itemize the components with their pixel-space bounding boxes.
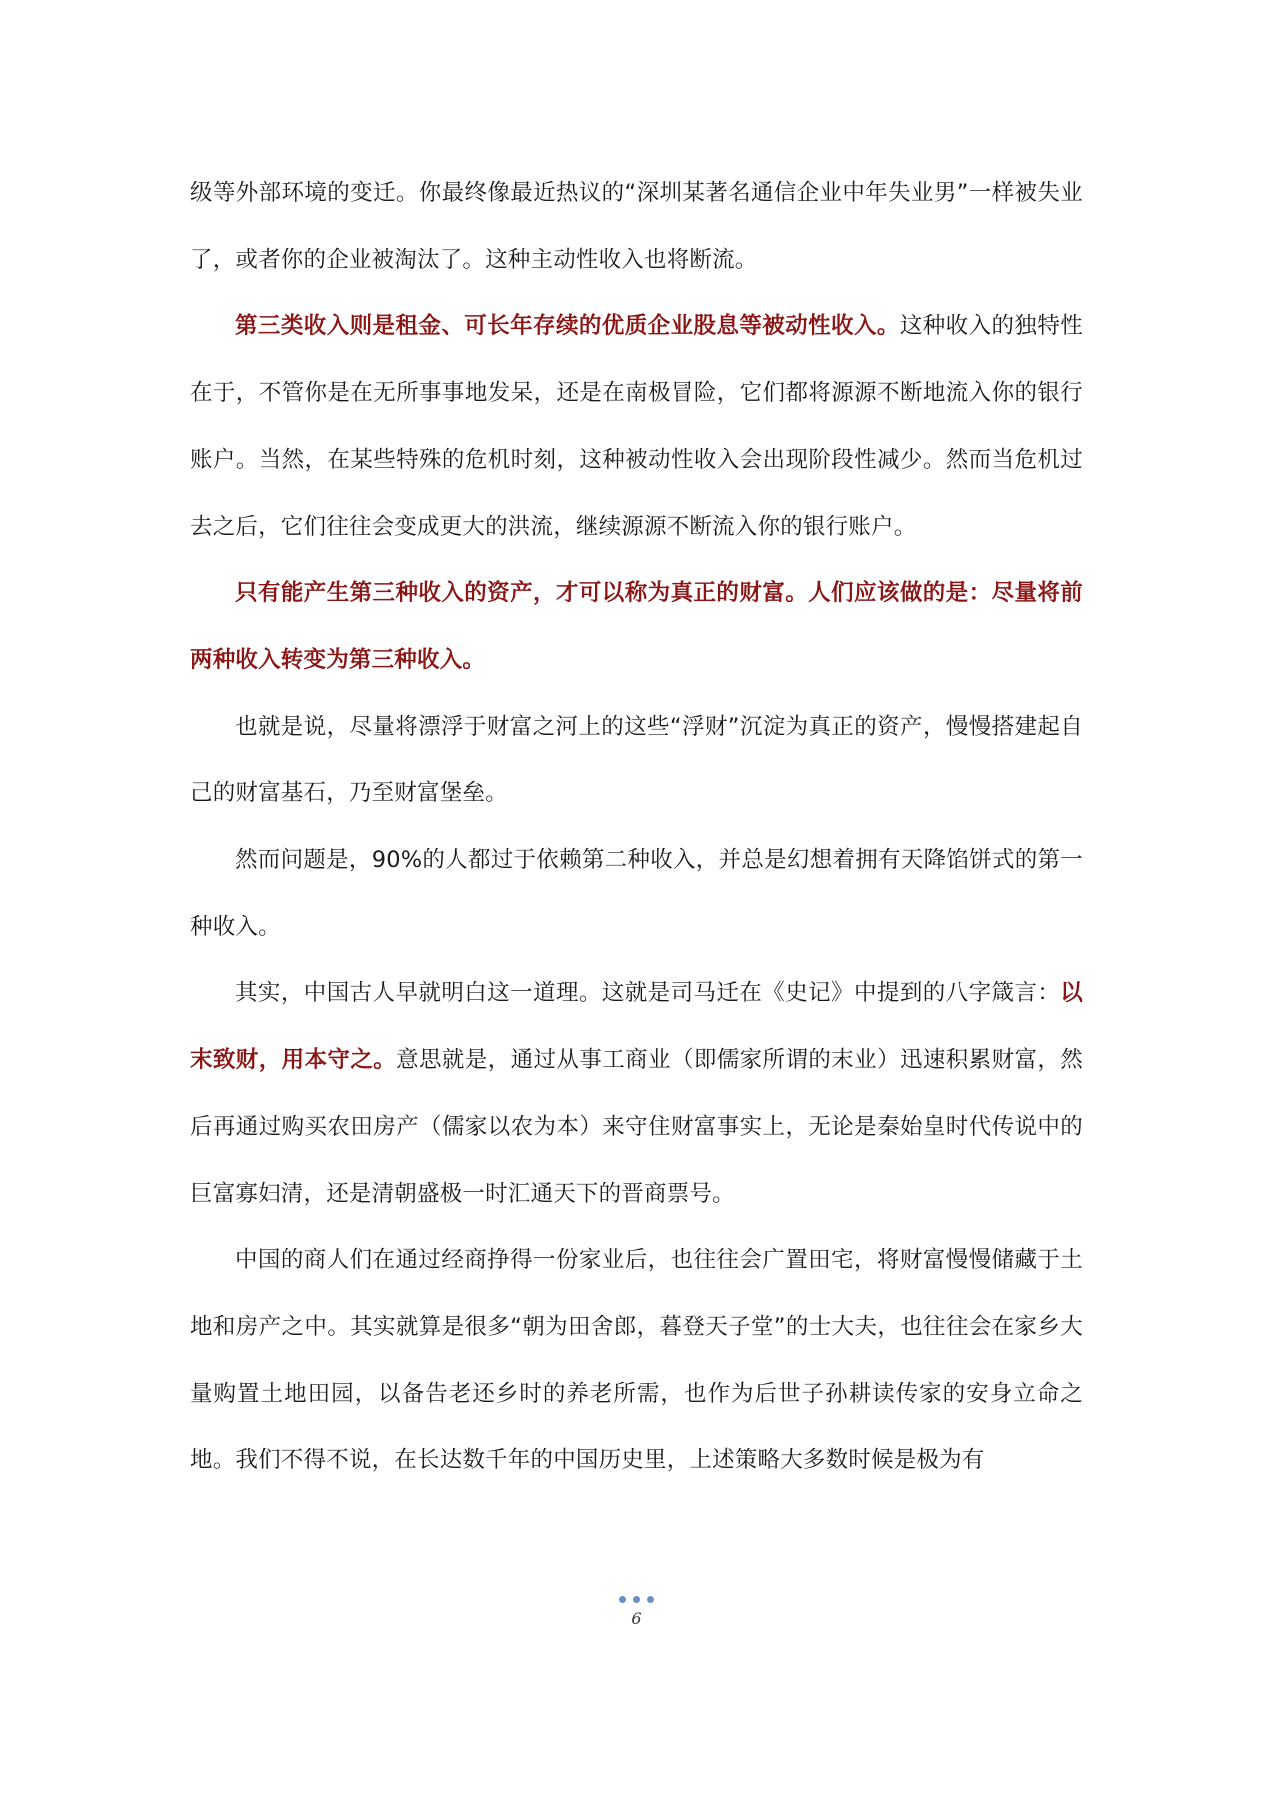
paragraph [190, 1227, 1083, 1494]
paragraph [190, 827, 1083, 960]
paragraph [190, 694, 1083, 827]
page-number: 6 [631, 1609, 642, 1628]
paragraph-text: 然而问题是，90%的人都过于依赖第二种收入，并总是幻想着拥有天降馅饼式的第一种收入。 [190, 847, 1083, 940]
paragraph-text: 也就是说，尽量将漂浮于财富之河上的这些“浮财”沉淀为真正的资产，慢慢搭建起自己的财富基石，乃至财富堡垒。 [190, 713, 1083, 807]
highlighted-text: 以末致财，用本守之。 [190, 980, 1083, 1074]
paragraph [190, 293, 1083, 560]
page-footer [0, 1596, 1273, 1628]
paragraph-text: 级等外部环境的变迁。你最终像最近热议的“深圳某著名通信企业中年失业男”一样被失业了，或者你的企业被淘汰了。这种主动性收入也将断流。 [190, 180, 1083, 273]
dot [619, 1596, 626, 1603]
ellipsis-dots-icon [0, 1596, 1273, 1604]
paragraph [190, 160, 1083, 293]
dot [633, 1596, 640, 1603]
highlighted-text: 第三类收入则是租金、可长年存续的优质企业股息等被动性收入。 [235, 313, 900, 340]
highlighted-text: 只有能产生第三种收入的资产，才可以称为真正的财富。人们应该做的是：尽量将前两种收入转变为第三种收入。 [190, 580, 1083, 673]
paragraph-text: 意思就是，通过从事工商业（即儒家所谓的末业）迅速积累财富，然后再通过购买农田房产（儒家以农为本）来守住财富事实上，无论是秦始皇时代传说中的巨富寡妇清，还是清朝盛极一时汇通天下的晋商票号。 [190, 1047, 1083, 1207]
paragraph-text: 这种收入的独特性在于，不管你是在无所事事地发呆，还是在南极冒险，它们都将源源不断地流入你的银行账户。当然，在某些特殊的危机时刻，这种被动性收入会出现阶段性减少。然而当危机过去之后，它们往往会变成更大的洪流，继续源源不断流入你的银行账户。 [190, 313, 1083, 540]
paragraph-text: 中国的商人们在通过经商挣得一份家业后，也往往会广置田宅，将财富慢慢储藏于土地和房产之中。其实就算是很多“朝为田舍郎，暮登天子堂”的士大夫，也往往会在家乡大量购置土地田园，以备告老还乡时的养老所需，也作为后世子孙耕读传家的安身立命之地。我们不得不说，在长达数千年的中国历史里，上述策略大多数时候是极为有 [190, 1247, 1083, 1474]
paragraph [190, 560, 1083, 693]
paragraph [190, 960, 1083, 1227]
body-text [190, 160, 1083, 1494]
paragraph-text: 其实，中国古人早就明白这一道理。这就是司马迁在《史记》中提到的八字箴言： [235, 980, 1061, 1007]
dot [647, 1596, 654, 1603]
